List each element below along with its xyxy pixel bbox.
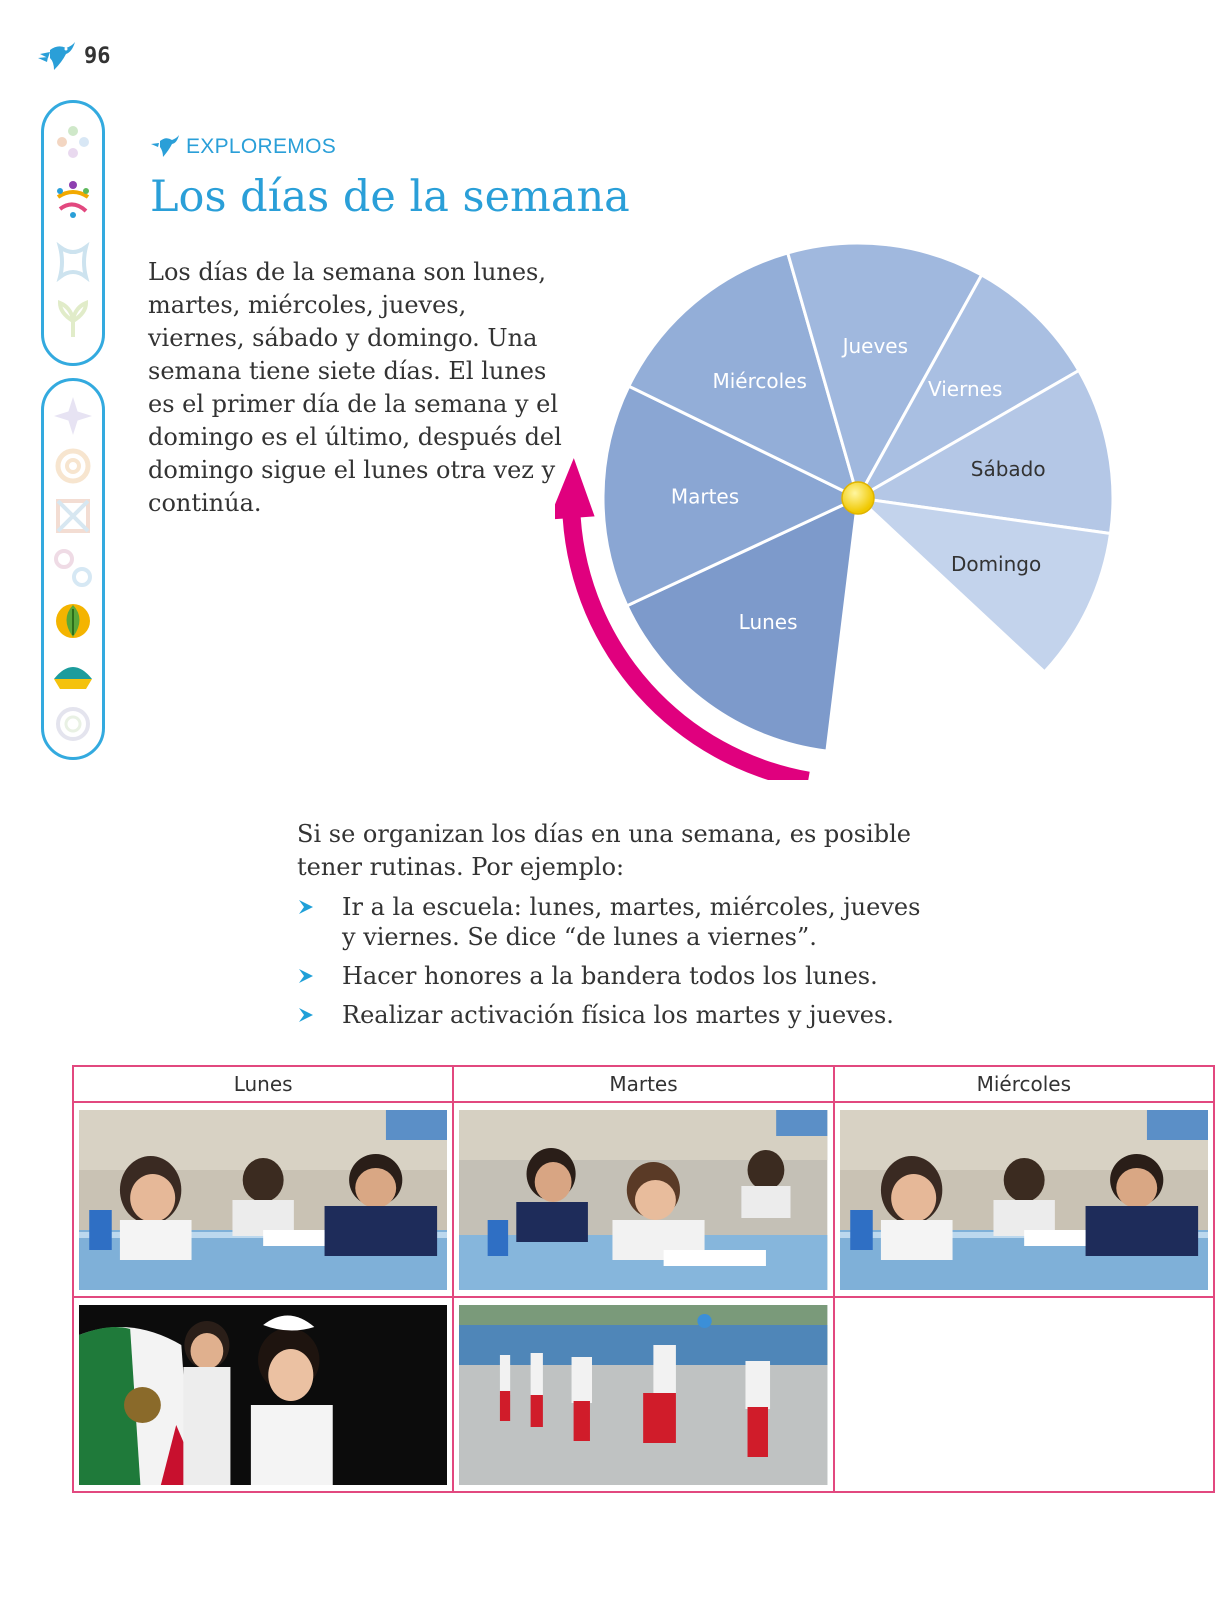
page-title: Los días de la semana [150,172,630,222]
side-nav-group-top [41,100,105,366]
side-nav-group-bottom [41,378,105,760]
page-number: 96 [84,44,111,69]
list-item [297,892,937,952]
faded-links-icon [52,547,94,589]
table-row [73,1102,1214,1297]
classroom-photo [459,1110,827,1290]
faded-plant-icon [52,299,94,341]
wheel-day-label: Sábado [970,456,1046,481]
yellow-dome-icon [52,653,94,695]
section-label-text: EXPLOREMOS [186,135,337,158]
colorful-people-icon [52,179,94,221]
faded-shield-icon [52,241,94,283]
cell-martes-school [453,1102,833,1297]
chevron-right-icon [297,967,315,985]
cell-miercoles-school [834,1102,1214,1297]
week-wheel-diagram [555,240,1125,780]
hummingbird-logo-icon [36,40,76,74]
list-item-text: Ir a la escuela: lunes, martes, miércoles, jueves y viernes. Se dice “de lunes a viernes”. [342,893,921,951]
routines-intro: Si se organizan los días en una semana, es posible tener rutinas. Por ejemplo: [297,820,911,881]
classroom-photo [79,1110,447,1290]
wheel-day-label: Martes [670,484,740,509]
list-item-text: Realizar activación física los martes y jueves. [342,1001,894,1029]
cell-miercoles-empty [834,1297,1214,1492]
column-header-miercoles: Miércoles [834,1066,1214,1102]
cell-lunes-flag [73,1297,453,1492]
list-item [297,1000,937,1030]
physical-activity-photo [459,1305,827,1485]
chevron-right-icon [297,1006,315,1024]
classroom-photo [840,1110,1208,1290]
faded-star-icon [52,395,94,437]
column-header-martes: Martes [453,1066,833,1102]
wheel-day-label: Domingo [950,551,1042,576]
wheel-day-label: Jueves [842,334,909,358]
list-item [297,961,937,991]
column-header-lunes: Lunes [73,1066,453,1102]
intro-paragraph: Los días de la semana son lunes, martes, miércoles, jueves, viernes, sábado y domingo. Una semana tiene siete días. El lunes es el primer día de la semana y el domingo es el último, después del domingo sigue el lunes otra vez y continúa. [148,258,562,517]
list-item-text: Hacer honores a la bandera todos los lunes. [342,962,878,990]
wheel-center-icon [842,482,874,514]
faded-spiral-icon [52,445,94,487]
wheel-day-label: Miércoles [712,368,807,393]
table-row [73,1297,1214,1492]
cell-martes-exercise [453,1297,833,1492]
flower-dots-icon [52,121,94,163]
section-label [150,134,336,160]
chevron-right-icon [297,898,315,916]
faded-square-icon [52,495,94,537]
green-leaf-icon [52,599,94,641]
cell-lunes-school [73,1102,453,1297]
schedule-table [72,1065,1215,1493]
hummingbird-icon [150,134,180,160]
wheel-day-label: Viernes [928,376,1003,401]
wheel-day-label: Lunes [738,609,798,634]
table-header-row [73,1066,1214,1102]
routines-list [297,892,937,1039]
flag-ceremony-photo [79,1305,447,1485]
faded-circle-icon [52,703,94,745]
